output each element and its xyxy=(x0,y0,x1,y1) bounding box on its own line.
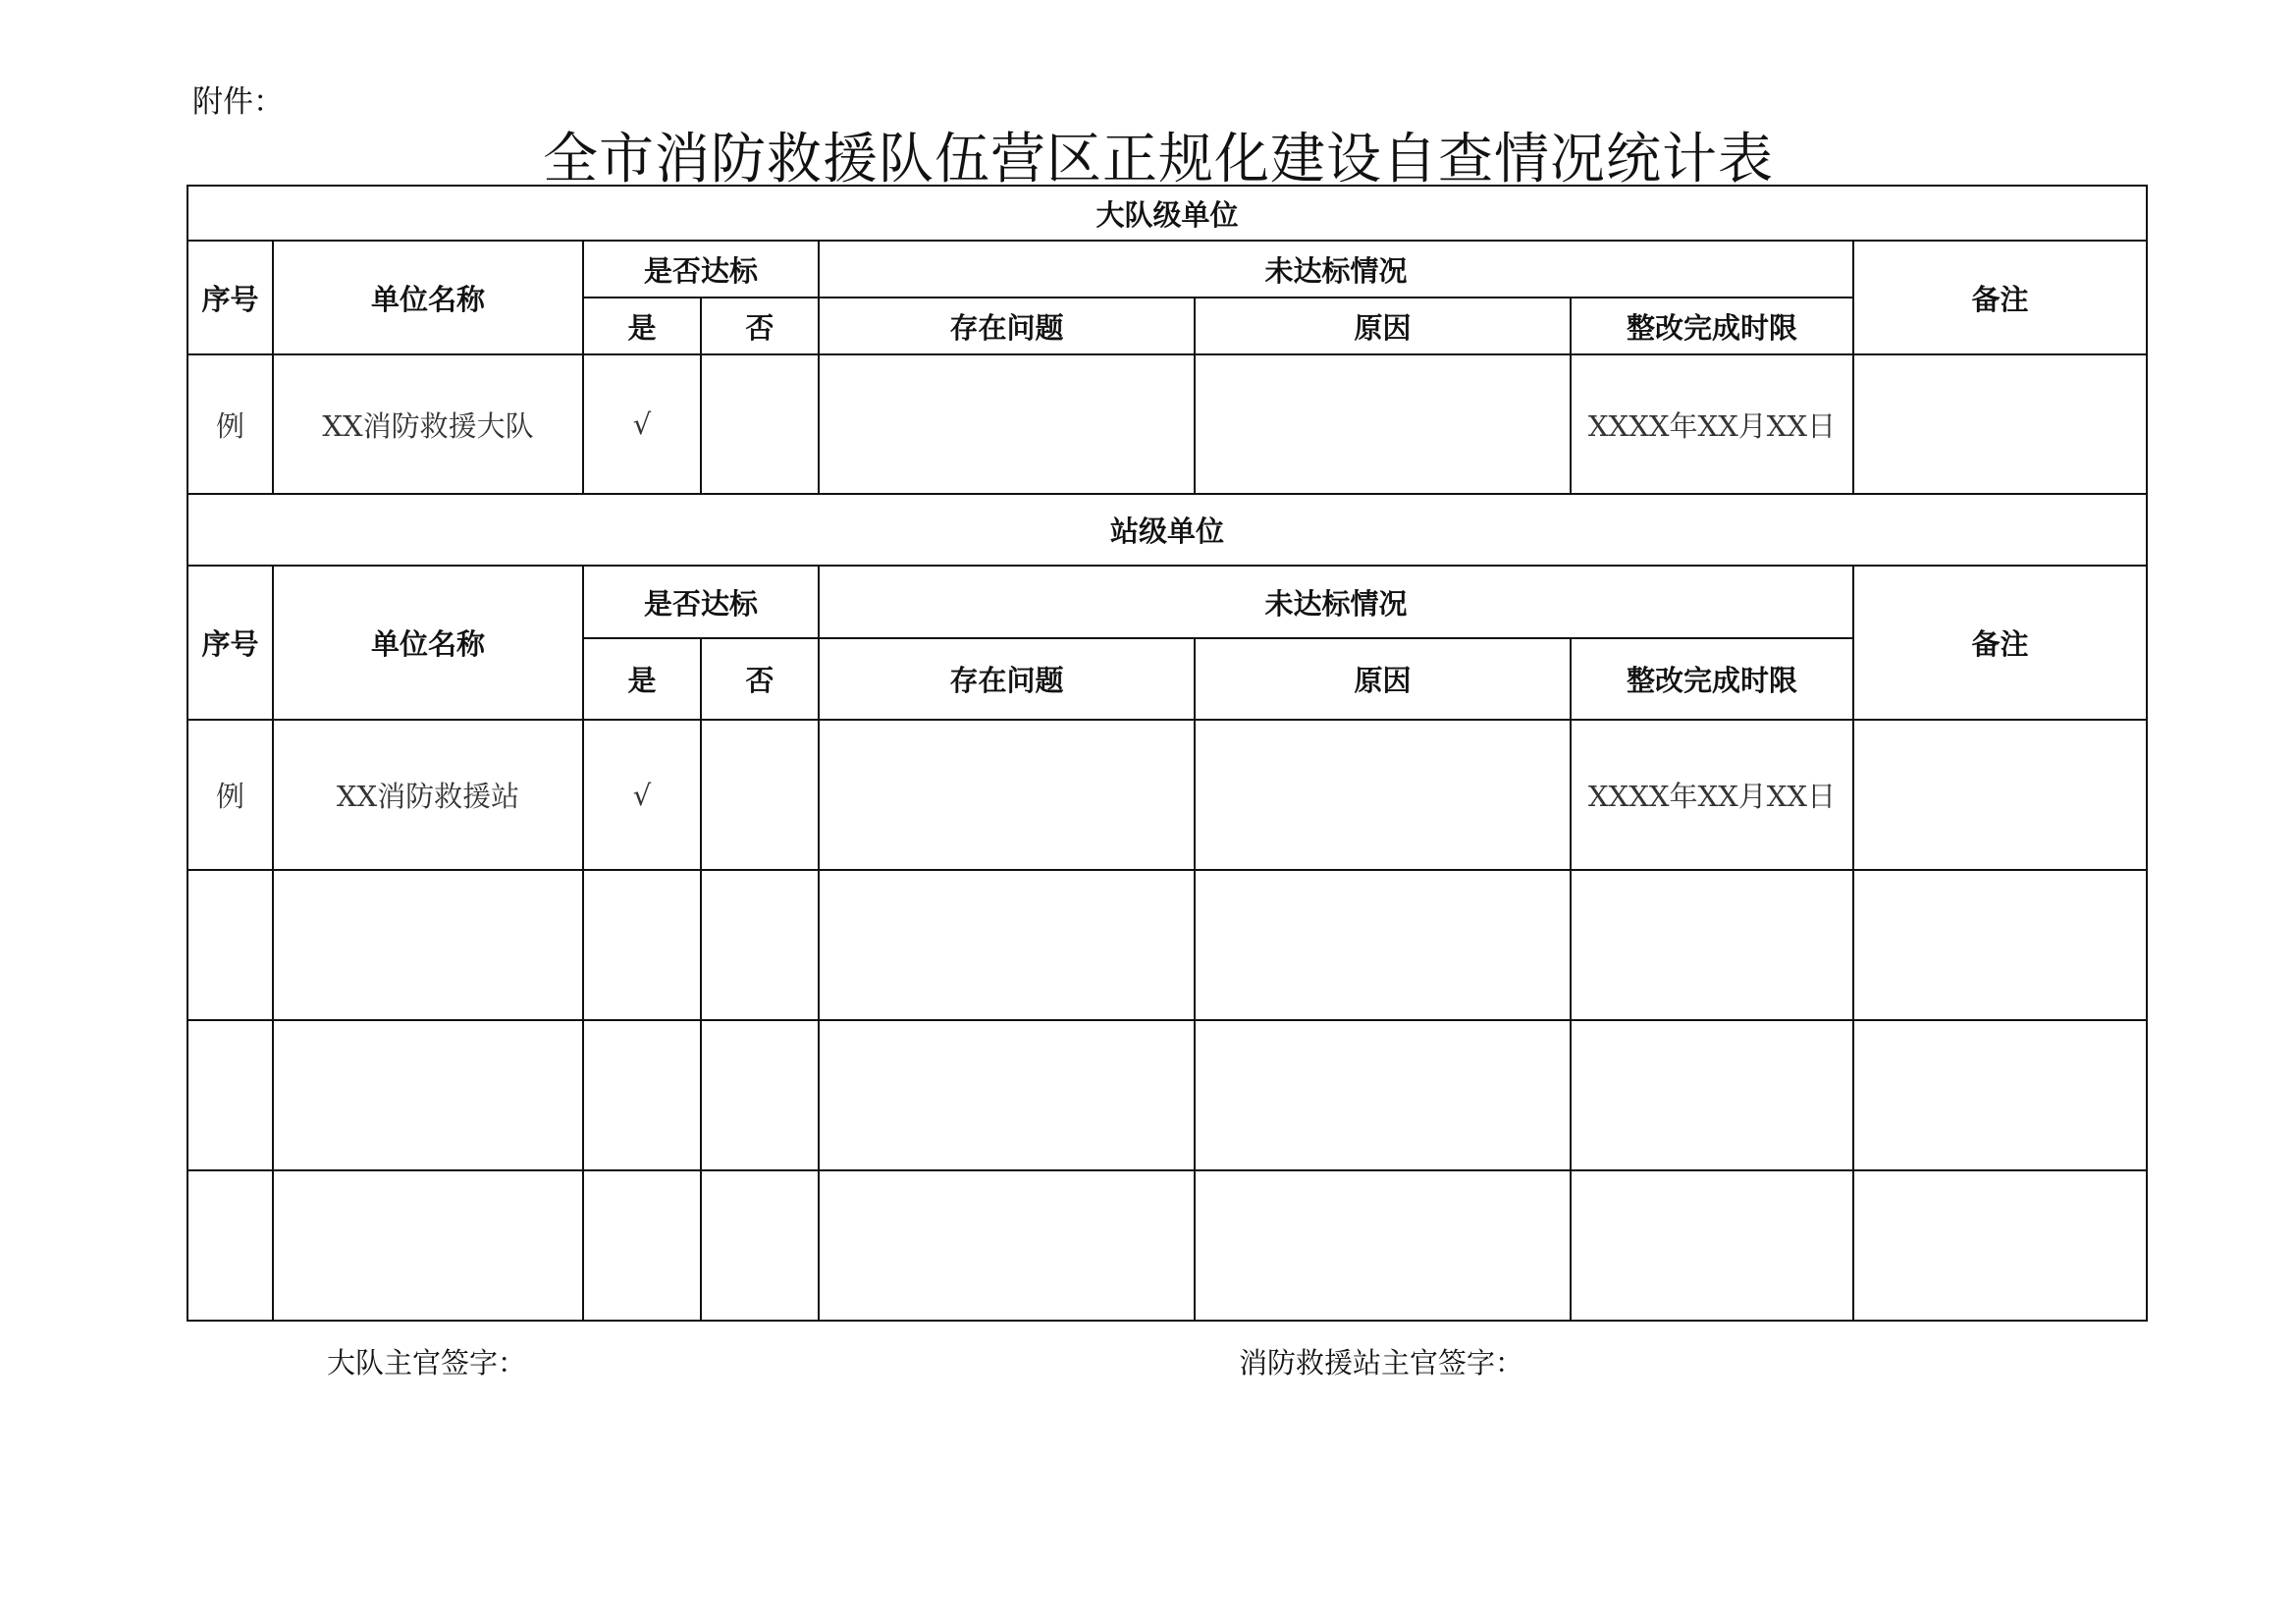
brigade-header-issues: 存在问题 xyxy=(819,298,1195,354)
brigade-example-remarks xyxy=(1853,354,2147,494)
station-header-no: 否 xyxy=(701,638,819,720)
brigade-example-reason xyxy=(1195,354,1571,494)
empty-cell xyxy=(1853,1020,2147,1170)
empty-cell xyxy=(1853,1170,2147,1321)
brigade-header-yes: 是 xyxy=(583,298,701,354)
station-example-remarks xyxy=(1853,720,2147,870)
station-example-yes: √ xyxy=(583,720,701,870)
station-example-row xyxy=(187,720,2147,870)
empty-cell xyxy=(187,1170,273,1321)
station-header-yes: 是 xyxy=(583,638,701,720)
station-example-issues xyxy=(819,720,1195,870)
station-example-unit-name: XX消防救援站 xyxy=(273,720,583,870)
empty-cell xyxy=(819,1020,1195,1170)
brigade-header-remarks: 备注 xyxy=(1853,241,2147,354)
station-example-reason xyxy=(1195,720,1571,870)
brigade-example-no xyxy=(701,354,819,494)
empty-cell xyxy=(273,1020,583,1170)
attachment-label: 附件： xyxy=(192,84,284,120)
table-row xyxy=(187,870,2147,1020)
brigade-section-header: 大队级单位 xyxy=(187,186,2147,241)
empty-cell xyxy=(1195,870,1571,1020)
brigade-header-unmet: 未达标情况 xyxy=(819,241,1853,298)
table-row xyxy=(187,1020,2147,1170)
brigade-example-deadline: XXXX年XX月XX日 xyxy=(1571,354,1853,494)
empty-cell xyxy=(1571,870,1853,1020)
brigade-example-issues xyxy=(819,354,1195,494)
brigade-header-seq: 序号 xyxy=(187,241,273,354)
station-header-seq: 序号 xyxy=(187,566,273,720)
station-chief-signature-label: 消防救援站主官签字： xyxy=(1239,1346,1524,1380)
empty-cell xyxy=(701,1020,819,1170)
empty-cell xyxy=(1195,1170,1571,1321)
brigade-example-yes: √ xyxy=(583,354,701,494)
brigade-header-compliant: 是否达标 xyxy=(583,241,819,298)
brigade-header-unit-name: 单位名称 xyxy=(273,241,583,354)
empty-cell xyxy=(1571,1170,1853,1321)
station-example-seq: 例 xyxy=(187,720,273,870)
empty-cell xyxy=(701,1170,819,1321)
empty-cell xyxy=(701,870,819,1020)
empty-cell xyxy=(819,1170,1195,1321)
empty-cell xyxy=(273,1170,583,1321)
statistics-table xyxy=(187,185,2148,1322)
station-header-reason: 原因 xyxy=(1195,638,1571,720)
brigade-example-unit-name: XX消防救援大队 xyxy=(273,354,583,494)
station-header-compliant: 是否达标 xyxy=(583,566,819,638)
empty-cell xyxy=(1853,870,2147,1020)
empty-cell xyxy=(819,870,1195,1020)
page-title: 全市消防救援队伍营区正规化建设自查情况统计表 xyxy=(543,128,1774,191)
empty-cell xyxy=(583,1020,701,1170)
station-header-issues: 存在问题 xyxy=(819,638,1195,720)
station-header-remarks: 备注 xyxy=(1853,566,2147,720)
station-header-deadline: 整改完成时限 xyxy=(1571,638,1853,720)
station-header-unmet: 未达标情况 xyxy=(819,566,1853,638)
brigade-header-deadline: 整改完成时限 xyxy=(1571,298,1853,354)
brigade-chief-signature-label: 大队主官签字： xyxy=(327,1346,527,1380)
brigade-header-no: 否 xyxy=(701,298,819,354)
station-example-no xyxy=(701,720,819,870)
empty-cell xyxy=(187,870,273,1020)
empty-cell xyxy=(273,870,583,1020)
station-section-header: 站级单位 xyxy=(187,494,2147,566)
empty-cell xyxy=(1195,1020,1571,1170)
empty-cell xyxy=(1571,1020,1853,1170)
empty-cell xyxy=(187,1020,273,1170)
empty-cell xyxy=(583,1170,701,1321)
station-header-unit-name: 单位名称 xyxy=(273,566,583,720)
brigade-header-reason: 原因 xyxy=(1195,298,1571,354)
brigade-example-seq: 例 xyxy=(187,354,273,494)
station-example-deadline: XXXX年XX月XX日 xyxy=(1571,720,1853,870)
table-row xyxy=(187,1170,2147,1321)
brigade-example-row xyxy=(187,354,2147,494)
empty-cell xyxy=(583,870,701,1020)
